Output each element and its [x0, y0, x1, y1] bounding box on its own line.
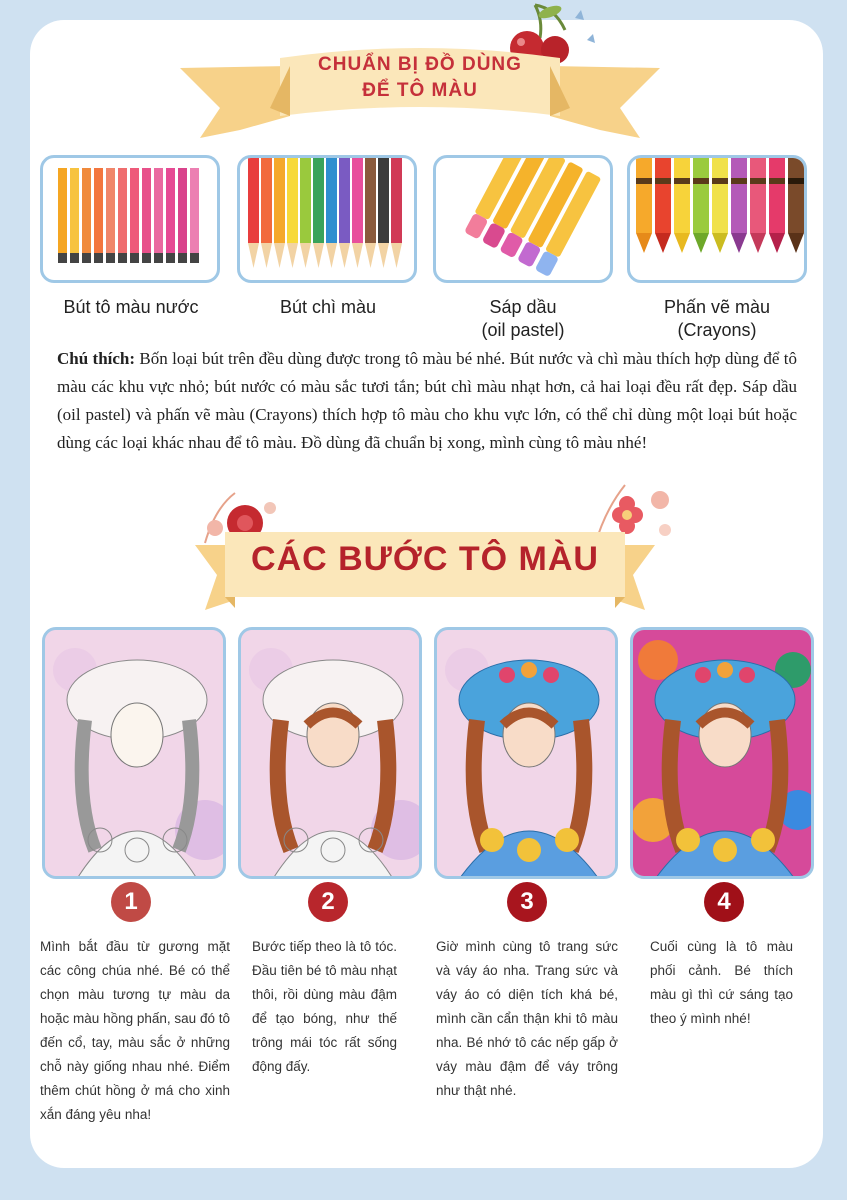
- step-image-3: [434, 627, 618, 879]
- header-title-line2: ĐỂ TÔ MÀU: [362, 80, 478, 101]
- crayons-icon: [630, 158, 807, 283]
- steps-ribbon: [195, 520, 655, 615]
- tool-label-oil-pastels-2: (oil pastel): [481, 320, 565, 340]
- princess-dress-colored-icon: [437, 630, 618, 879]
- step-image-2: [238, 627, 422, 879]
- princess-hair-colored-icon: [241, 630, 422, 879]
- step-number-2: 2: [308, 882, 348, 922]
- tool-label-crayons-1: Phấn vẽ màu: [663, 297, 771, 317]
- note-label: Chú thích:: [57, 349, 136, 368]
- note-text: Bốn loại bút trên đều dùng được trong tô màu bé nhé. Bút nước và chì màu thích hợp dùng để tô màu các khu vực nhỏ; bút nước có màu sắc tươi tắn; bút chì màu nhạt hơn, cả hai loại đều rất đẹp. Sáp dầu (oil pastel) và phấn vẽ màu (Crayons) thích hợp tô màu cho khu vực lớn, có thể chỉ dùng một loại bút hoặc dùng các loại khác nhau để tô màu. Đồ dùng đã chuẩn bị xong, mình cùng tô màu nhé!: [57, 349, 798, 452]
- tool-label-crayons-2: (Crayons): [677, 320, 757, 340]
- oil-pastels-icon: [436, 158, 613, 283]
- tool-card-pencils: [237, 155, 417, 283]
- tool-label-markers: Bút tô màu nước: [63, 297, 199, 317]
- step-image-1: [42, 627, 226, 879]
- marker-pens-icon: [43, 158, 220, 283]
- step-text-4: Cuối cùng là tô màu phối cảnh. Bé thích màu gì thì cứ sáng tạo theo ý mình nhé!: [650, 939, 793, 1026]
- step-text-2: Bước tiếp theo là tô tóc. Đầu tiên bé tô màu nhạt thôi, rồi dùng màu đậm để tạo bóng, như thế trông mái tóc rất sống động đấy.: [252, 939, 397, 1074]
- step-text-1: Mình bắt đầu từ gương mặt các công chúa nhé. Bé có thể chọn màu tương tự màu da hoặc màu hồng phấn, sau đó tô đến cổ, tay, màu sắc ở những chỗ này giống nhau nhé. Điểm thêm chút hồng ở má cho xinh xắn đáng yêu nha!: [40, 939, 230, 1122]
- step-text-3: Giờ mình cùng tô trang sức và váy áo nha. Trang sức và váy áo có diện tích khá bé, mình cần cẩn thận khi tô màu nha. Bé nhớ tô các nếp gấp ở váy màu đậm để váy trông như thật nhé.: [436, 939, 618, 1098]
- tool-card-markers: [40, 155, 220, 283]
- tool-label-pencils: Bút chì màu: [279, 297, 377, 317]
- step-number-1: 1: [111, 882, 151, 922]
- tool-label-oil-pastels-1: Sáp dầu: [489, 297, 557, 317]
- step-image-4: [630, 627, 814, 879]
- note-paragraph: [57, 345, 797, 457]
- header-ribbon: [180, 38, 660, 138]
- step-number-4: 4: [704, 882, 744, 922]
- step-number-3: 3: [507, 882, 547, 922]
- tool-card-crayons: [627, 155, 807, 283]
- princess-sketch-icon: [45, 630, 226, 879]
- tool-card-oil-pastels: [433, 155, 613, 283]
- header-title-line1: CHUẨN BỊ ĐỒ DÙNG: [318, 54, 522, 75]
- steps-title: CÁC BƯỚC TÔ MÀU: [251, 540, 599, 578]
- princess-full-colored-icon: [633, 630, 814, 879]
- colored-pencils-icon: [240, 158, 417, 283]
